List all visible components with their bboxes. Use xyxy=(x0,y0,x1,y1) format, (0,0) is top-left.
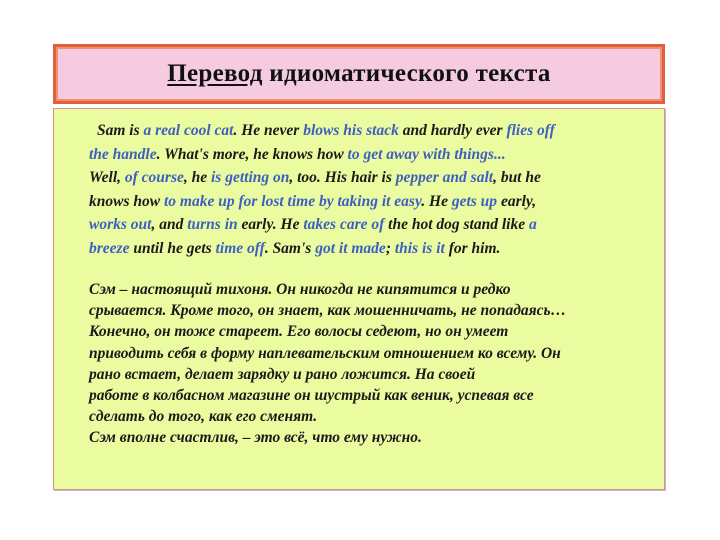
text-segment: early, xyxy=(497,192,537,210)
idiom-phrase: takes care of xyxy=(303,216,385,233)
text-segment: ; xyxy=(385,239,395,257)
text-segment: . Sam's xyxy=(264,239,316,257)
russian-line: Конечно, он тоже стареет. Его волосы седеют, но он умеет xyxy=(89,323,509,341)
text-segment: , he xyxy=(183,169,211,186)
russian-line: Сэм вполне счастлив, – это всё, что ему нужно. xyxy=(89,429,422,447)
idiom-phrase: gets up xyxy=(451,192,498,210)
idiom-phrase: a real cool cat xyxy=(143,122,234,139)
idiom-phrase: time off xyxy=(215,239,265,257)
idiom-phrase: turns in xyxy=(187,216,238,233)
idiom-phrase: blows his stack xyxy=(303,122,399,139)
idiom-phrase: is getting on xyxy=(210,169,290,186)
english-line xyxy=(89,119,664,143)
english-line xyxy=(89,213,664,237)
text-segment: early. He xyxy=(237,216,304,233)
english-text xyxy=(89,119,664,260)
english-line xyxy=(89,190,664,214)
text-segment: knows how xyxy=(89,192,164,210)
russian-line: Сэм – настоящий тихоня. Он никогда не кипятится и редко xyxy=(89,281,511,298)
text-segment: , too. His hair is xyxy=(289,169,396,186)
idiom-phrase: to get away with things... xyxy=(347,145,506,163)
idiom-phrase: flies off xyxy=(506,122,555,139)
title-underlined-word: Перевод xyxy=(167,60,263,87)
text-segment: . He never xyxy=(233,122,304,139)
russian-line: срывается. Кроме того, он знает, как мошенничать, не попадаясь… xyxy=(89,302,567,320)
title-rest: идиоматического текста xyxy=(262,60,551,87)
text-segment: and hardly ever xyxy=(398,122,507,139)
text-segment: until he gets xyxy=(129,239,216,257)
idiom-phrase: works out xyxy=(89,216,152,233)
text-segment: , and xyxy=(151,216,188,233)
idiom-phrase: breeze xyxy=(89,239,130,257)
text-segment: Sam is xyxy=(97,122,144,139)
slide-title xyxy=(167,60,550,88)
text-segment: , but he xyxy=(493,169,541,186)
text-segment: . He xyxy=(421,192,452,210)
idiom-phrase: pepper and salt xyxy=(395,169,494,186)
russian-line: сделать до того, как его сменят. xyxy=(89,408,318,426)
idiom-phrase: of course xyxy=(124,169,184,186)
text-segment: . What's more, he knows how xyxy=(156,145,348,163)
idiom-phrase: the handle xyxy=(89,145,157,163)
text-segment: the hot dog stand like xyxy=(384,216,529,233)
russian-line: приводить себя в форму наплевательским отношением ко всему. Он xyxy=(89,344,561,362)
russian-translation xyxy=(89,279,664,449)
title-banner xyxy=(53,44,665,104)
text-segment: for him. xyxy=(444,239,501,257)
text-segment: Well, xyxy=(89,169,125,186)
english-line xyxy=(89,166,664,190)
idiom-phrase: this is it xyxy=(394,239,445,257)
english-line xyxy=(89,237,664,261)
text-panel xyxy=(53,108,665,490)
idiom-phrase: a xyxy=(528,216,537,233)
english-line xyxy=(89,143,664,167)
russian-line: рано встает, делает зарядку и рано ложится. На своей xyxy=(89,365,476,383)
idiom-phrase: got it made xyxy=(315,239,386,257)
russian-line: работе в колбасном магазине он шустрый как веник, успевая все xyxy=(89,387,534,405)
idiom-phrase: to make up for lost time by taking it easy xyxy=(163,192,422,210)
